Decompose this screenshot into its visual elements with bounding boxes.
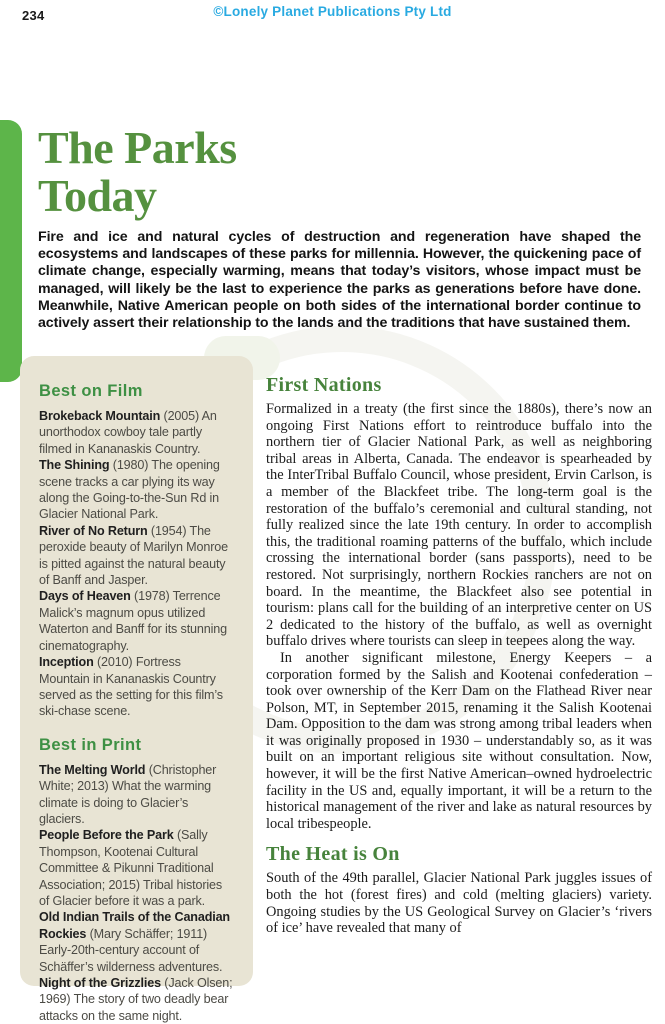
copyright-notice: ©Lonely Planet Publications Pty Ltd xyxy=(213,4,452,19)
film-item xyxy=(39,523,234,589)
body-paragraph: Formalized in a treaty (the first since the 1880s), there’s now an ongoing First Nations effort to reintroduce buffalo into the northern tier of Glacier National Park, as well as neighboring tribal areas in Alberta, Canada. The endeavor is spearheaded by the InterTribal Buffalo Council, whose president, Ervin Carlson, is a member of the Blackfeet tribe. The long-term goal is the restoration of the buffalo’s ceremonial and cultural standing, not fully realized since the late 19th century. In order to accomplish this, the traditional roaming patterns of the buffalo, which include crossing the international border (sans passports), need to be restored. Not surprisingly, northern Rockies ranchers are not on board. In the meantime, the Blackfeet also see potential in tourism: plans call for the building of an interpretive center on US 2 dedicated to the history of the buffalo, as well as overnight buffalo drives where tourists can sleep in teepees along the way. xyxy=(266,401,652,650)
film-item-title: The Shining xyxy=(39,458,110,473)
print-item xyxy=(39,827,234,909)
print-item-title: Night of the Grizzlies xyxy=(39,976,161,990)
film-item-text: (1954) The peroxide beauty of Marilyn Monroe is pitted against the natural beauty of Banff and Jasper. xyxy=(39,523,228,588)
film-item-text: (2010) Fortress Mountain in Kananaskis Country served as the setting for this film’s ski-chase scene. xyxy=(39,655,223,719)
print-item-text: (Jack Olsen; 1969) The story of two deadly bear attacks on the same night. xyxy=(39,976,233,1023)
section-heading-heat-is-on: The Heat is On xyxy=(266,843,400,866)
print-item-title: People Before the Park xyxy=(39,828,174,843)
film-item-title: Brokeback Mountain xyxy=(39,409,161,423)
film-item-title: River of No Return xyxy=(39,523,148,538)
body-paragraph: South of the 49th parallel, Glacier National Park juggles issues of both the hot (forest fires) and cold (melting glaciers) variety. Ongoing studies by the US Geological Survey on Glacier’s ‘rivers of ice’ have revealed that many of xyxy=(266,870,652,937)
film-item-title: Days of Heaven xyxy=(39,589,131,604)
print-item xyxy=(39,975,234,1024)
print-item-title: The Melting World xyxy=(39,762,146,777)
film-item xyxy=(39,654,234,720)
green-accent-bar xyxy=(0,120,22,382)
section-heading-first-nations: First Nations xyxy=(266,374,382,396)
print-item-text: (Sally Thompson, Kootenai Cultural Committee & Pikunni Traditional Association; 2015) Tribal histories of Glacier before it was a park. xyxy=(39,828,223,908)
section-heat-is-on xyxy=(266,843,652,936)
sidebar-box xyxy=(20,356,253,1023)
main-text-column xyxy=(266,374,652,937)
sidebar-section-best-in-print xyxy=(39,736,234,1024)
film-item-text: (1978) Terrence Malick’s magnum opus utilized Waterton and Banff for its stunning cinematography. xyxy=(39,589,227,653)
page-title xyxy=(38,124,598,220)
body-paragraph: In another significant milestone, Energy Keepers – a corporation formed by the Salish and Kootenai confederation – took over ownership of the Kerr Dam on the Flathead River near Polson, MT, in September 2015, renaming it the Salish Kootenai Dam. Opposition to the dam was strong among tribal leaders when it was originally proposed in 1930 – understandably so, as it was built on an important religious site without consultation. Now, however, it will be the first Native American–owned hydroelectric facility in the US and, equally important, it will be a return to the historical management of the river and lake as natural resources by local tribespeople. xyxy=(266,649,652,832)
page-title-line1: The Parks xyxy=(38,122,237,173)
print-item-title: Old Indian Trails of the Canadian Rockies xyxy=(39,910,230,941)
film-item xyxy=(39,408,234,457)
page-number: 234 xyxy=(22,8,45,23)
film-item-text: (1980) The opening scene tracks a car plying its way along the Going-to-the-Sun Rd in Glacier National Park. xyxy=(39,458,220,522)
sidebar-section-best-on-film xyxy=(39,382,234,720)
film-item-title: Inception xyxy=(39,655,94,670)
intro-paragraph: Fire and ice and natural cycles of destruction and regeneration have shaped the ecosystems and landscapes of these parks for millennia. However, the quickening pace of climate change, especially warming, means that today’s visitors, whose impact must be managed, will likely be the last to experience the parks as generations before have done. Meanwhile, Native American people on both sides of the international border continue to actively assert their relationship to the lands and the traditions that have sustained them. xyxy=(38,229,641,332)
sidebar-heading-best-on-film: Best on Film xyxy=(39,382,143,400)
film-item-text: (2005) An unorthodox cowboy tale partly filmed in Kananaskis Country. xyxy=(39,409,217,456)
print-item-text: (Mary Schäffer; 1911) Early-20th-century account of Schäffer’s wilderness adventures. xyxy=(39,926,223,974)
print-item xyxy=(39,762,234,828)
print-item xyxy=(39,909,234,975)
section-first-nations xyxy=(266,374,652,832)
film-item xyxy=(39,457,234,523)
page-title-line2: Today xyxy=(38,170,157,221)
film-item xyxy=(39,588,234,654)
sidebar-heading-best-in-print: Best in Print xyxy=(39,735,142,754)
print-item-text: (Christopher White; 2013) What the warming climate is doing to Glacier’s glaciers. xyxy=(39,762,217,826)
